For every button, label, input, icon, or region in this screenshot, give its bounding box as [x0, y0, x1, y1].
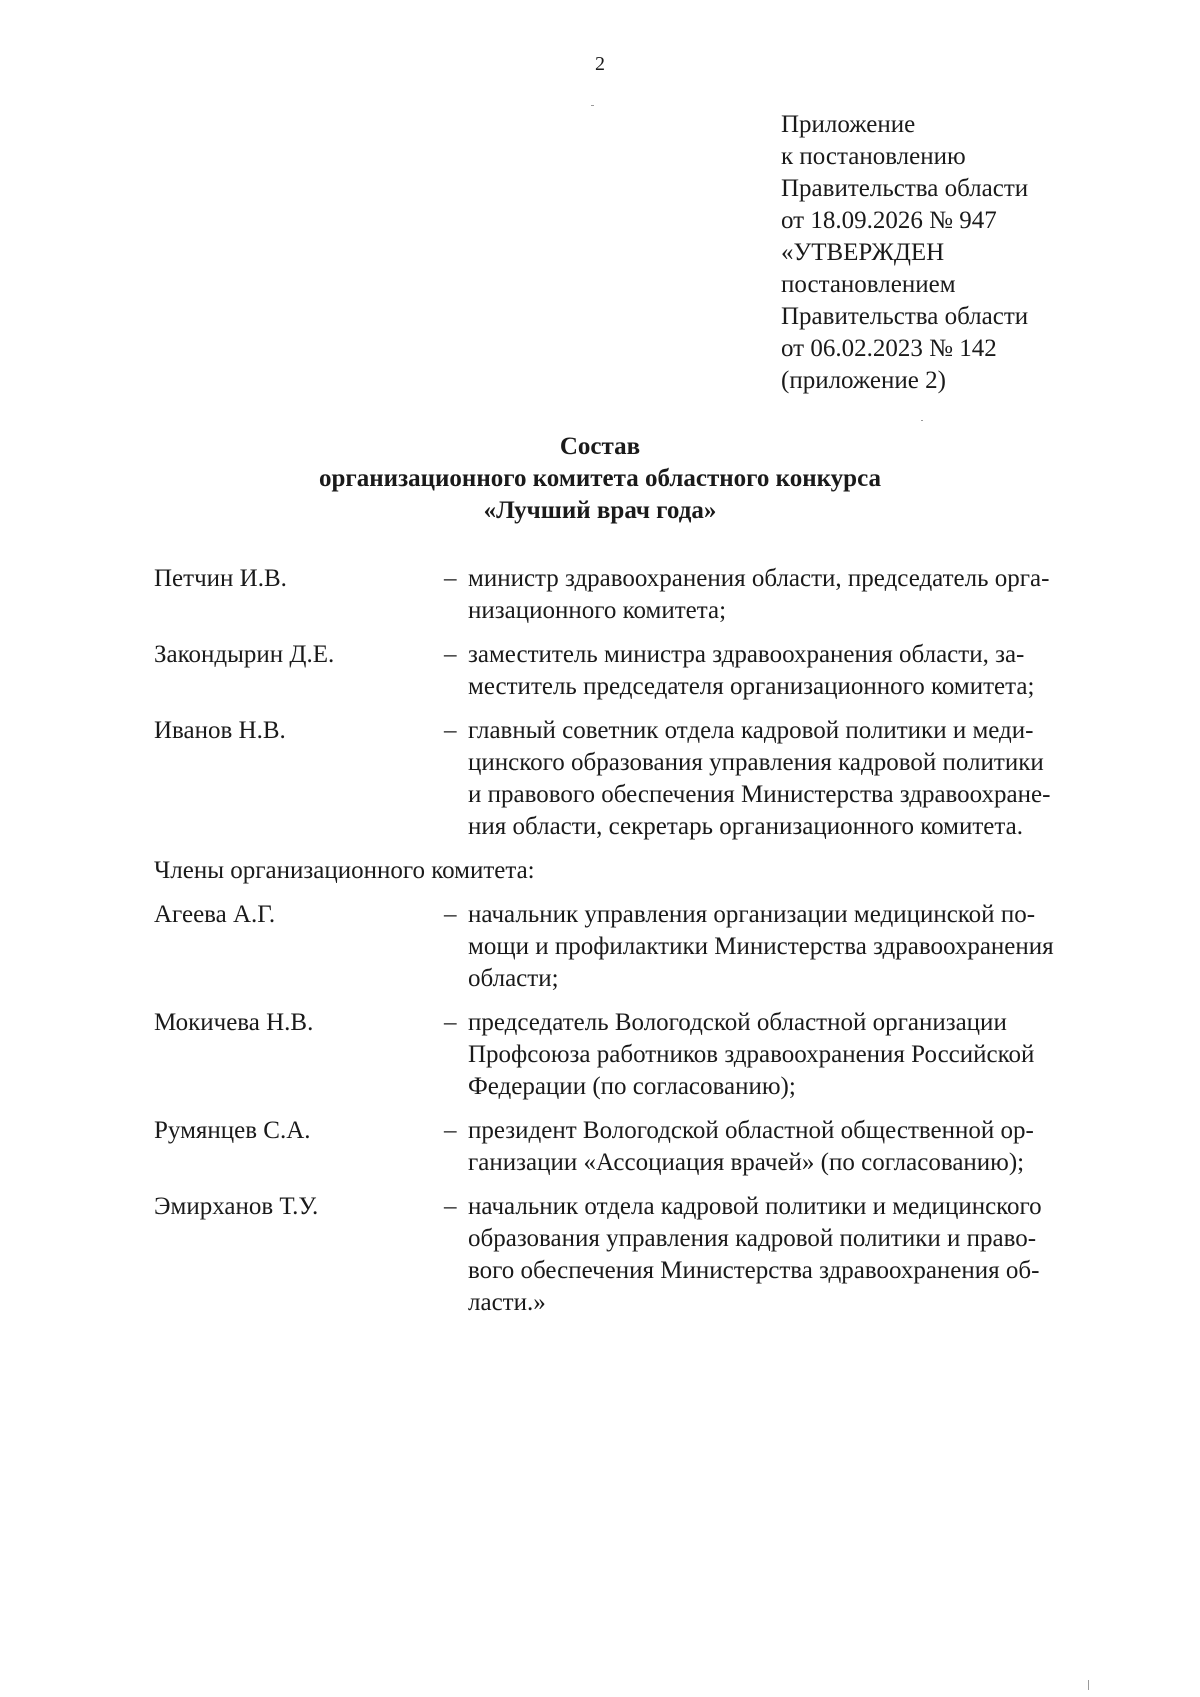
approval-line: от 06.02.2023 № 142	[781, 335, 997, 362]
dash-separator: –	[444, 565, 457, 592]
position-line: цинского образования управления кадровой политики	[468, 749, 1044, 776]
position-line: председатель Вологодской областной организации	[468, 1009, 1007, 1036]
member-name: Румянцев С.А.	[154, 1117, 311, 1144]
approval-line: постановлением	[781, 271, 956, 298]
dash-separator: –	[444, 901, 457, 928]
committee-list	[154, 563, 1136, 1331]
title-line: Состав	[559, 433, 641, 460]
leader-entry	[154, 563, 1136, 627]
page-number: 2	[595, 53, 605, 75]
position-line: заместитель министра здравоохранения области, за-	[468, 641, 1025, 668]
position-line: Профсоюза работников здравоохранения Российской	[468, 1041, 1035, 1068]
dash-separator: –	[444, 717, 457, 744]
dash-separator: –	[444, 1009, 457, 1036]
position-line: начальник отдела кадровой политики и медицинского	[468, 1193, 1042, 1220]
position-line: и правового обеспечения Министерства здравоохране-	[468, 781, 1051, 808]
position-line: вого обеспечения Министерства здравоохранения об-	[468, 1257, 1040, 1284]
position-line: министр здравоохранения области, председатель орга-	[468, 565, 1050, 592]
document-title	[0, 431, 1200, 527]
position-line: президент Вологодской областной общественной ор-	[468, 1117, 1034, 1144]
position-line: меститель председателя организационного комитета;	[468, 673, 1035, 700]
approval-line: (приложение 2)	[781, 367, 946, 394]
member-position	[468, 1115, 1136, 1179]
member-position	[468, 715, 1136, 843]
scan-speck	[1088, 1680, 1089, 1690]
position-line: образования управления кадровой политики и право-	[468, 1225, 1037, 1252]
approval-line: Правительства области	[781, 175, 1029, 202]
member-name: Агеева А.Г.	[154, 901, 276, 928]
dash-separator: –	[444, 1193, 457, 1220]
member-entry	[154, 1115, 1136, 1179]
leader-entry	[154, 715, 1136, 843]
approval-block	[781, 109, 1181, 397]
scan-speck	[591, 105, 594, 106]
position-line: области;	[468, 965, 559, 992]
approval-line: «УТВЕРЖДЕН	[781, 239, 945, 266]
position-line: ганизации «Ассоциация врачей» (по согласованию);	[468, 1149, 1025, 1176]
member-name: Мокичева Н.В.	[154, 1009, 314, 1036]
member-position	[468, 899, 1136, 995]
dash-separator: –	[444, 641, 457, 668]
member-position	[468, 563, 1136, 627]
members-heading: Члены организационного комитета:	[154, 857, 535, 884]
approval-line: Приложение	[781, 111, 916, 138]
member-position	[468, 639, 1136, 703]
position-line: мощи и профилактики Министерства здравоохранения	[468, 933, 1054, 960]
approval-line: Правительства области	[781, 303, 1029, 330]
member-entry	[154, 899, 1136, 995]
approval-line: к постановлению	[781, 143, 966, 170]
position-line: ния области, секретарь организационного комитета.	[468, 813, 1023, 840]
member-entry	[154, 1007, 1136, 1103]
title-line: организационного комитета областного конкурса	[319, 465, 881, 492]
member-position	[468, 1007, 1136, 1103]
member-entry	[154, 1191, 1136, 1319]
member-name: Петчин И.В.	[154, 565, 287, 592]
approval-line: от 18.09.2026 № 947	[781, 207, 997, 234]
member-name: Эмирханов Т.У.	[154, 1193, 319, 1220]
scan-speck	[921, 420, 923, 421]
dash-separator: –	[444, 1117, 457, 1144]
position-line: ласти.»	[468, 1289, 546, 1316]
member-name: Закондырин Д.Е.	[154, 641, 335, 668]
position-line: Федерации (по согласованию);	[468, 1073, 796, 1100]
title-line: «Лучший врач года»	[483, 497, 717, 524]
position-line: начальник управления организации медицинской по-	[468, 901, 1036, 928]
member-name: Иванов Н.В.	[154, 717, 286, 744]
position-line: главный советник отдела кадровой политики и меди-	[468, 717, 1034, 744]
leader-entry	[154, 639, 1136, 703]
position-line: низационного комитета;	[468, 597, 727, 624]
member-position	[468, 1191, 1136, 1319]
